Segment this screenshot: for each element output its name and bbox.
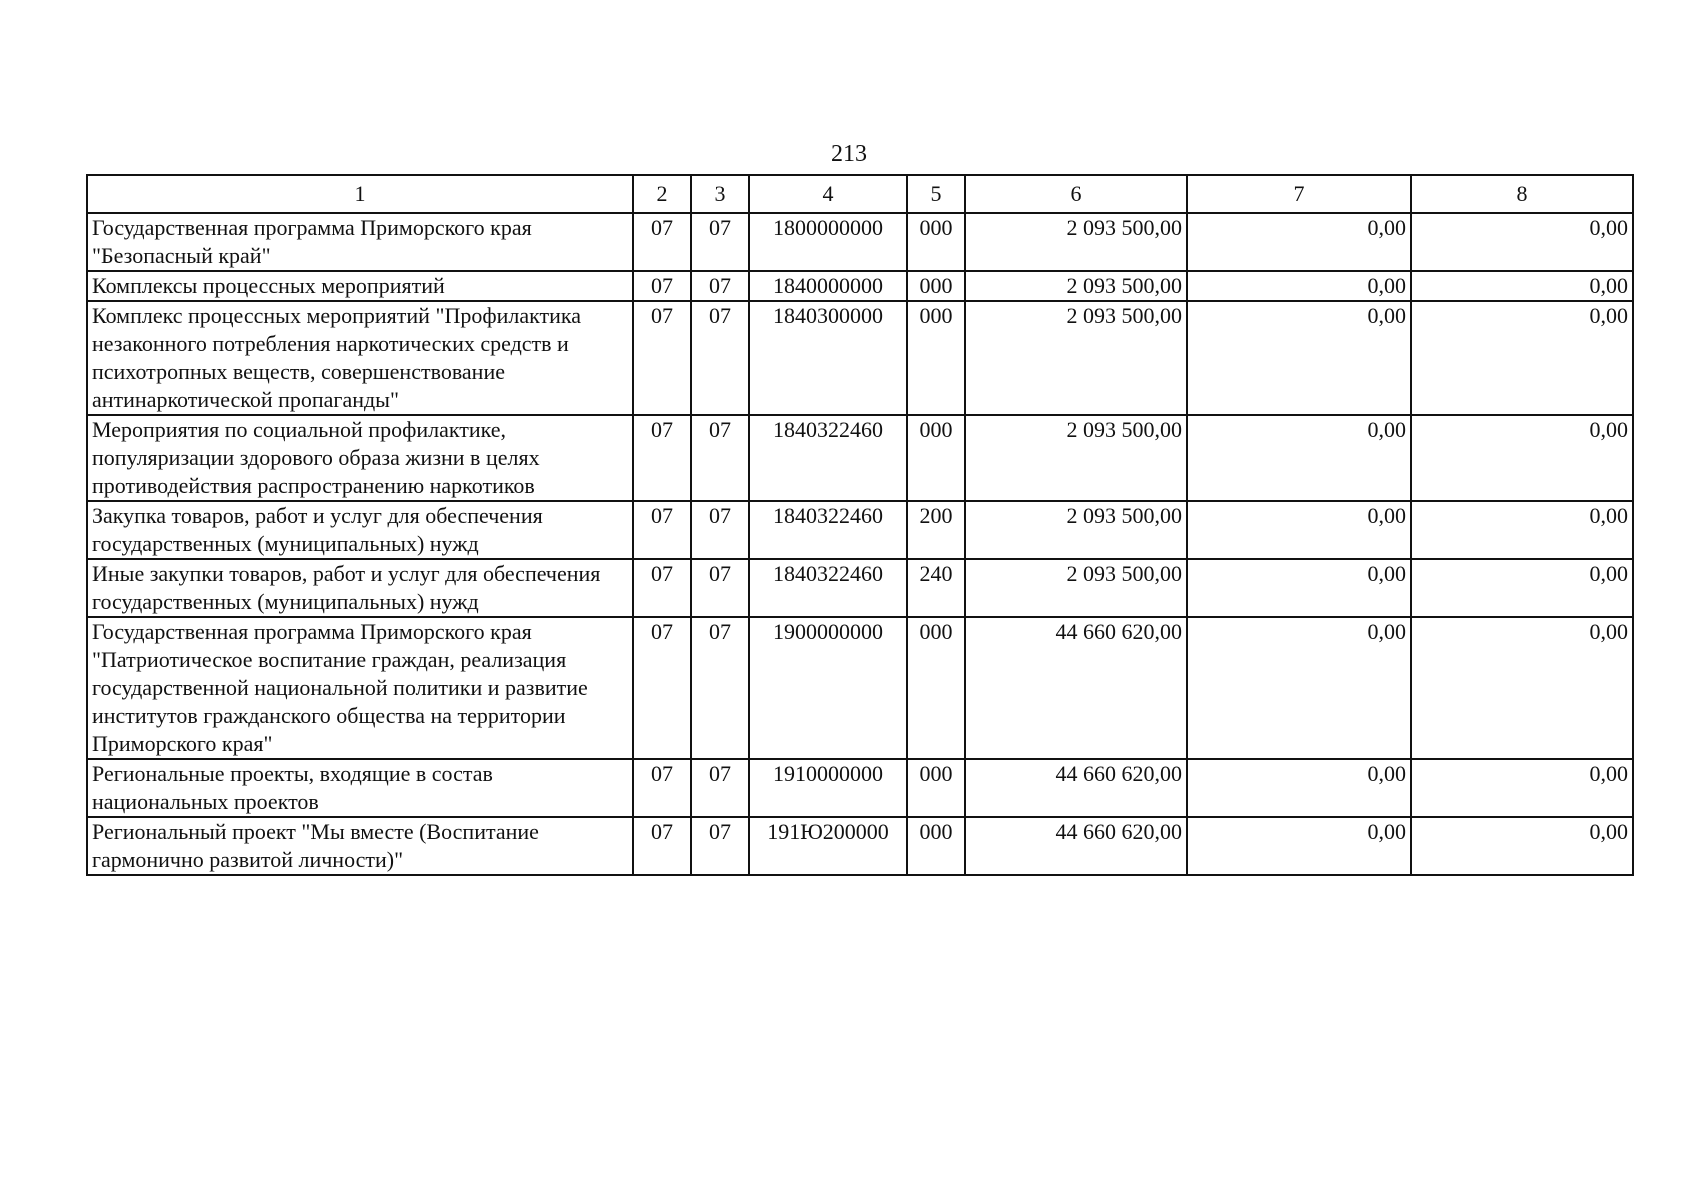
section-code: 07 — [633, 415, 691, 501]
column-header-1: 1 — [87, 175, 633, 213]
expense-type-code: 240 — [907, 559, 965, 617]
subsection-code: 07 — [691, 559, 749, 617]
amount-col-6: 2 093 500,00 — [965, 301, 1187, 415]
amount-col-7: 0,00 — [1187, 415, 1411, 501]
amount-col-8: 0,00 — [1411, 559, 1633, 617]
section-code: 07 — [633, 501, 691, 559]
amount-col-8: 0,00 — [1411, 301, 1633, 415]
row-name: Региональные проекты, входящие в состав национальных проектов — [87, 759, 633, 817]
section-code: 07 — [633, 213, 691, 271]
table-row — [87, 415, 1633, 501]
row-name: Иные закупки товаров, работ и услуг для обеспечения государственных (муниципальных) нужд — [87, 559, 633, 617]
row-name: Государственная программа Приморского края "Патриотическое воспитание граждан, реализация государственной национальной политики и развитие институтов гражданского общества на территории Приморского края" — [87, 617, 633, 759]
amount-col-6: 2 093 500,00 — [965, 559, 1187, 617]
column-header-5: 5 — [907, 175, 965, 213]
target-item-code: 1840322460 — [749, 559, 907, 617]
target-item-code: 1840000000 — [749, 271, 907, 301]
table-row — [87, 213, 1633, 271]
row-name: Региональный проект "Мы вместе (Воспитание гармонично развитой личности)" — [87, 817, 633, 875]
section-code: 07 — [633, 271, 691, 301]
column-header-2: 2 — [633, 175, 691, 213]
expense-type-code: 000 — [907, 213, 965, 271]
table-row — [87, 559, 1633, 617]
column-header-4: 4 — [749, 175, 907, 213]
amount-col-6: 2 093 500,00 — [965, 271, 1187, 301]
page-number: 213 — [831, 141, 867, 167]
target-item-code: 1910000000 — [749, 759, 907, 817]
subsection-code: 07 — [691, 271, 749, 301]
amount-col-7: 0,00 — [1187, 301, 1411, 415]
section-code: 07 — [633, 559, 691, 617]
amount-col-7: 0,00 — [1187, 559, 1411, 617]
column-header-8: 8 — [1411, 175, 1633, 213]
amount-col-8: 0,00 — [1411, 617, 1633, 759]
amount-col-7: 0,00 — [1187, 817, 1411, 875]
row-name: Закупка товаров, работ и услуг для обеспечения государственных (муниципальных) нужд — [87, 501, 633, 559]
expense-type-code: 000 — [907, 617, 965, 759]
subsection-code: 07 — [691, 817, 749, 875]
row-name: Комплекс процессных мероприятий "Профилактика незаконного потребления наркотических средств и психотропных веществ, совершенствование антинаркотической пропаганды" — [87, 301, 633, 415]
subsection-code: 07 — [691, 415, 749, 501]
row-name: Мероприятия по социальной профилактике, популяризации здорового образа жизни в целях противодействия распространению наркотиков — [87, 415, 633, 501]
table-row — [87, 301, 1633, 415]
expense-type-code: 000 — [907, 271, 965, 301]
section-code: 07 — [633, 817, 691, 875]
section-code: 07 — [633, 301, 691, 415]
table-row — [87, 617, 1633, 759]
budget-table — [86, 174, 1634, 876]
column-header-3: 3 — [691, 175, 749, 213]
header-row — [87, 175, 1633, 213]
amount-col-8: 0,00 — [1411, 759, 1633, 817]
amount-col-6: 44 660 620,00 — [965, 617, 1187, 759]
target-item-code: 1840322460 — [749, 501, 907, 559]
expense-type-code: 000 — [907, 759, 965, 817]
section-code: 07 — [633, 759, 691, 817]
amount-col-8: 0,00 — [1411, 271, 1633, 301]
subsection-code: 07 — [691, 501, 749, 559]
section-code: 07 — [633, 617, 691, 759]
target-item-code: 1840322460 — [749, 415, 907, 501]
target-item-code: 1800000000 — [749, 213, 907, 271]
table-row — [87, 759, 1633, 817]
table-row — [87, 271, 1633, 301]
subsection-code: 07 — [691, 213, 749, 271]
column-header-6: 6 — [965, 175, 1187, 213]
target-item-code: 191Ю200000 — [749, 817, 907, 875]
column-header-7: 7 — [1187, 175, 1411, 213]
expense-type-code: 000 — [907, 415, 965, 501]
row-name: Комплексы процессных мероприятий — [87, 271, 633, 301]
amount-col-8: 0,00 — [1411, 415, 1633, 501]
table-row — [87, 817, 1633, 875]
subsection-code: 07 — [691, 301, 749, 415]
amount-col-6: 2 093 500,00 — [965, 213, 1187, 271]
amount-col-7: 0,00 — [1187, 213, 1411, 271]
amount-col-7: 0,00 — [1187, 271, 1411, 301]
amount-col-8: 0,00 — [1411, 213, 1633, 271]
amount-col-8: 0,00 — [1411, 817, 1633, 875]
amount-col-7: 0,00 — [1187, 501, 1411, 559]
amount-col-6: 2 093 500,00 — [965, 501, 1187, 559]
target-item-code: 1840300000 — [749, 301, 907, 415]
amount-col-7: 0,00 — [1187, 617, 1411, 759]
subsection-code: 07 — [691, 759, 749, 817]
amount-col-6: 2 093 500,00 — [965, 415, 1187, 501]
amount-col-6: 44 660 620,00 — [965, 759, 1187, 817]
table-row — [87, 501, 1633, 559]
expense-type-code: 200 — [907, 501, 965, 559]
amount-col-7: 0,00 — [1187, 759, 1411, 817]
expense-type-code: 000 — [907, 301, 965, 415]
expense-type-code: 000 — [907, 817, 965, 875]
amount-col-6: 44 660 620,00 — [965, 817, 1187, 875]
subsection-code: 07 — [691, 617, 749, 759]
row-name: Государственная программа Приморского края "Безопасный край" — [87, 213, 633, 271]
target-item-code: 1900000000 — [749, 617, 907, 759]
amount-col-8: 0,00 — [1411, 501, 1633, 559]
